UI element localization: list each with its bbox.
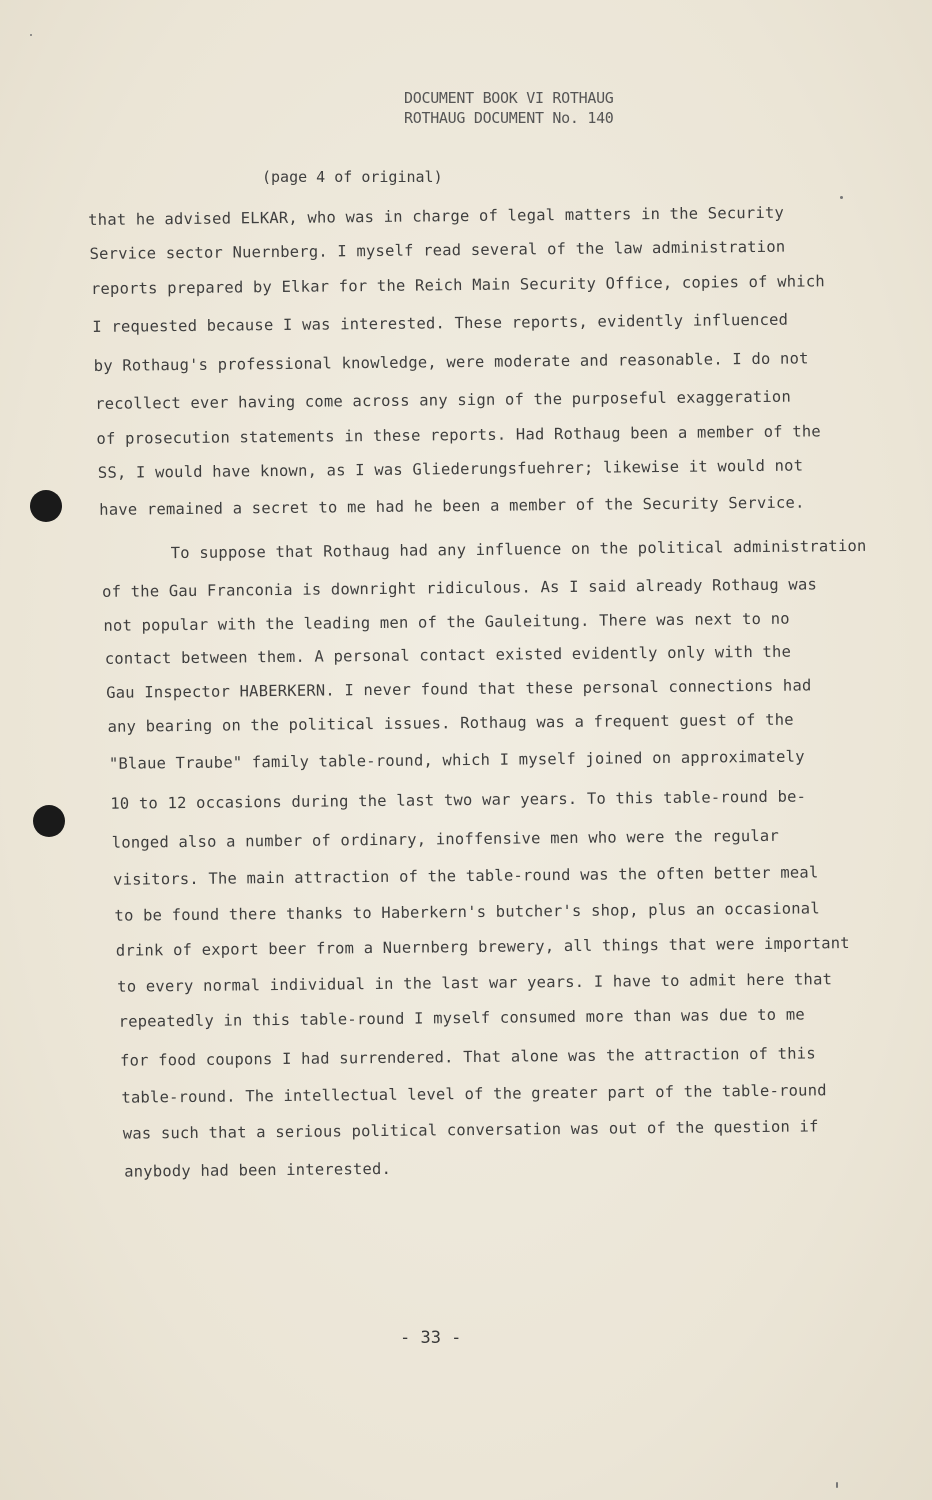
body-line: Gau Inspector HABERKERN. I never found that these personal connections had: [106, 676, 812, 702]
body-line: by Rothaug's professional knowledge, were moderate and reasonable. I do not: [93, 349, 809, 375]
page-reference: (page 4 of original): [262, 168, 443, 186]
body-line: repeatedly in this table-round I myself consumed more than was due to me: [118, 1005, 805, 1031]
body-line: not popular with the leading men of the Gauleitung. There was next to no: [103, 609, 790, 635]
body-line: reports prepared by Elkar for the Reich Main Security Office, copies of which: [90, 272, 825, 298]
body-line: of prosecution statements in these reports. Had Rothaug been a member of the: [96, 422, 821, 448]
body-line: to every normal individual in the last war years. I have to admit here that: [117, 970, 833, 996]
body-line: anybody had been interested.: [124, 1159, 392, 1181]
punch-hole-top: [30, 490, 62, 522]
body-line: to be found there thanks to Haberkern's butcher's shop, plus an occasional: [114, 899, 820, 925]
header-line-1: DOCUMENT BOOK VI ROTHAUG: [404, 89, 614, 107]
body-line: contact between them. A personal contact existed evidently only with the: [104, 642, 792, 668]
body-line: To suppose that Rothaug had any influence on the political administration: [170, 536, 867, 563]
body-line: was such that a serious political conversation was out of the question if: [122, 1117, 819, 1143]
body-line: visitors. The main attraction of the table-round was the often better meal: [113, 863, 819, 889]
body-line: drink of export beer from a Nuernberg brewery, all things that were important: [115, 934, 850, 960]
paper-speck: [30, 34, 32, 36]
body-text: [88, 192, 868, 1181]
body-line: SS, I would have known, as I was Gliederungsfuehrer; likewise it would not: [97, 456, 804, 482]
punch-hole-bottom: [33, 805, 65, 837]
body-line: any bearing on the political issues. Rothaug was a frequent guest of the: [107, 710, 794, 736]
body-line: have remained a secret to me had he been a member of the Security Service.: [99, 493, 805, 519]
header-line-2: ROTHAUG DOCUMENT No. 140: [404, 109, 614, 127]
body-line: longed also a number of ordinary, inoffensive men who were the regular: [111, 826, 780, 852]
body-line: "Blaue Traube" family table-round, which I myself joined on approximately: [108, 747, 805, 773]
body-line: for food coupons I had surrendered. That alone was the attraction of this: [119, 1044, 816, 1070]
body-line: table-round. The intellectual level of the greater part of the table-round: [121, 1081, 827, 1107]
page-number: - 33 -: [400, 1328, 462, 1348]
body-line: I requested because I was interested. These reports, evidently influenced: [92, 310, 789, 336]
body-line: of the Gau Franconia is downright ridiculous. As I said already Rothaug was: [102, 575, 818, 601]
body-line: recollect ever having come across any sign of the purposeful exaggeration: [95, 387, 792, 413]
body-line: that he advised ELKAR, who was in charge of legal matters in the Security: [88, 203, 785, 229]
body-line: 10 to 12 occasions during the last two war years. To this table-round be-: [110, 787, 807, 813]
paper-speck: [836, 1482, 838, 1488]
document-header: [404, 88, 614, 128]
body-line: Service sector Nuernberg. I myself read several of the law administration: [89, 237, 786, 263]
paper-speck: [840, 196, 843, 199]
